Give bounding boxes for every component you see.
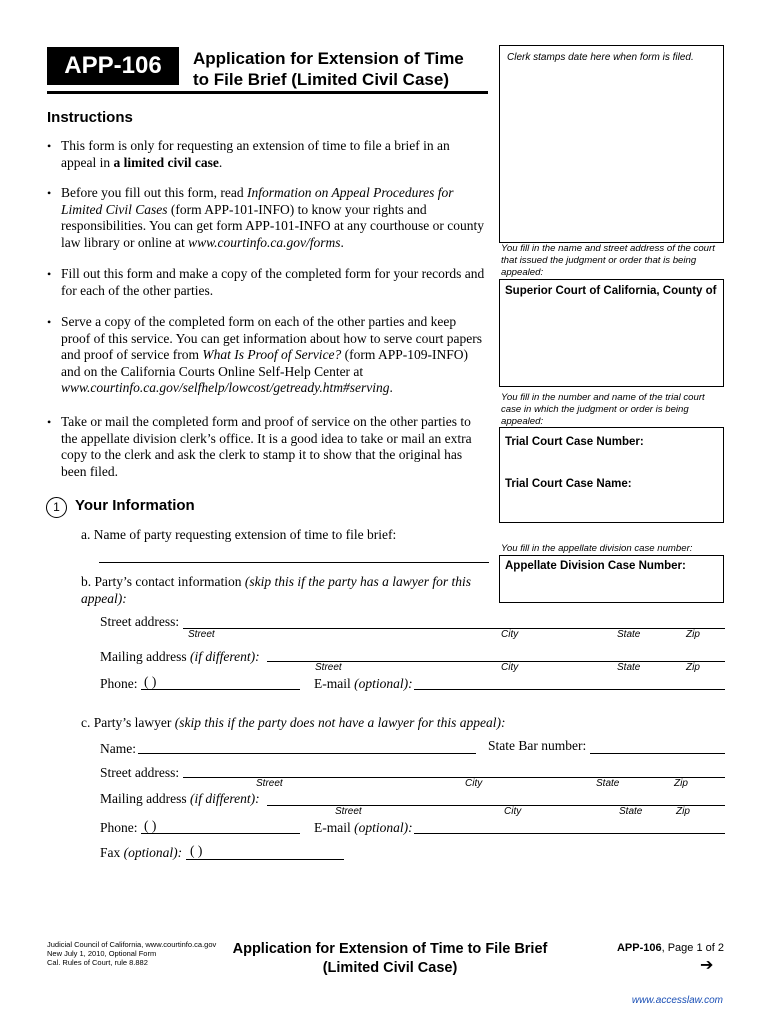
party-street-sub-zip: Zip — [686, 629, 700, 640]
bullet-dot-icon: • — [47, 267, 52, 281]
lawyer-name-line[interactable] — [138, 753, 476, 754]
bullet-dot-icon: • — [47, 415, 52, 429]
party-mailing-label: Mailing address (if different): — [100, 649, 260, 664]
party-email-line[interactable] — [414, 689, 725, 690]
party-contact-label: b. Party’s contact information (skip this if the party has a lawyer for this appeal): — [81, 574, 471, 606]
lawyer-street-sub-zip: Zip — [674, 778, 688, 789]
form-code-badge: APP-106 — [47, 47, 179, 85]
appellate-case-label: Appellate Division Case Number: — [505, 560, 686, 572]
party-street-sub-state: State — [617, 629, 641, 640]
party-mailing-sub-state: State — [617, 662, 641, 673]
watermark-link[interactable]: www.accesslaw.com — [631, 995, 723, 1006]
lawyer-phone-parens: ( ) — [144, 818, 157, 833]
party-mailing-sub-city: City — [501, 662, 519, 673]
lawyer-mailing-sub-city: City — [504, 806, 522, 817]
lawyer-email-label: E-mail (optional): — [314, 820, 413, 835]
lawyer-mailing-sub-street: Street — [335, 806, 362, 817]
lawyer-street-sub-state: State — [596, 778, 620, 789]
lawyer-street-sub-city: City — [465, 778, 483, 789]
appellate-case-hint: You fill in the appellate division case number: — [501, 543, 693, 554]
party-street-sub-street: Street — [188, 629, 215, 640]
party-name-label: a. Name of party requesting extension of time to file brief: — [81, 527, 397, 542]
bullet-dot-icon: • — [47, 139, 52, 153]
lawyer-mailing-sub-state: State — [619, 806, 643, 817]
lawyer-phone-line[interactable] — [141, 833, 300, 834]
lawyer-fax-line[interactable] — [186, 859, 344, 860]
form-title — [193, 48, 493, 90]
party-mailing-sub-zip: Zip — [686, 662, 700, 673]
section-number-circle: 1 — [46, 497, 67, 518]
lawyer-street-sub-street: Street — [256, 778, 283, 789]
lawyer-fax-parens: ( ) — [190, 843, 203, 858]
bullet-dot-icon: • — [47, 315, 52, 329]
party-phone-line[interactable] — [141, 689, 300, 690]
clerk-stamp-box — [499, 45, 724, 243]
court-field-box[interactable] — [499, 279, 724, 387]
party-street-sub-city: City — [501, 629, 519, 640]
form-title-line2: to File Brief (Limited Civil Case) — [193, 70, 449, 89]
state-bar-line[interactable] — [590, 753, 725, 754]
clerk-stamp-label: Clerk stamps date here when form is filed. — [507, 52, 694, 63]
header-rule — [47, 91, 488, 94]
party-email-label: E-mail (optional): — [314, 676, 413, 691]
next-page-arrow-icon[interactable]: ➔ — [700, 955, 714, 974]
party-street-label: Street address: — [100, 614, 180, 629]
footer-title: Application for Extension of Time to File Brief (Limited Civil Case) — [232, 941, 548, 976]
lawyer-fax-label: Fax (optional): — [100, 845, 183, 860]
form-title-line1: Application for Extension of Time — [193, 49, 464, 68]
instructions-heading: Instructions — [47, 109, 133, 126]
court-field-label: Superior Court of California, County of — [505, 285, 717, 297]
footer-page-info: APP-106, Page 1 of 2 — [616, 942, 724, 954]
lawyer-email-line[interactable] — [414, 833, 725, 834]
party-phone-label: Phone: — [100, 676, 138, 691]
trial-case-number-label: Trial Court Case Number: — [505, 436, 644, 448]
party-phone-parens: ( ) — [144, 674, 157, 689]
lawyer-mailing-sub-zip: Zip — [676, 806, 690, 817]
lawyer-section-label: c. Party’s lawyer (skip this if the party does not have a lawyer for this appeal): — [81, 715, 506, 730]
lawyer-mailing-label: Mailing address (if different): — [100, 791, 260, 806]
footer-citation: Judicial Council of California, www.courtinfo.ca.gov New July 1, 2010, Optional Form Cal. Rules of Court, rule 8.882 — [47, 940, 217, 967]
court-hint: You fill in the name and street address of the court that issued the judgment or order that is being appealed: — [501, 243, 715, 278]
trial-case-name-label: Trial Court Case Name: — [505, 478, 632, 490]
state-bar-label: State Bar number: — [488, 738, 587, 753]
lawyer-name-label: Name: — [100, 741, 136, 756]
party-mailing-sub-street: Street — [315, 662, 342, 673]
courtinfo-forms-link[interactable]: www.courtinfo.ca.gov/forms — [188, 234, 341, 250]
section-title: Your Information — [75, 497, 195, 514]
trial-case-box[interactable] — [499, 427, 724, 523]
lawyer-street-label: Street address: — [100, 765, 180, 780]
party-street-line[interactable] — [183, 628, 725, 629]
trial-case-hint: You fill in the number and name of the trial court case in which the judgment or order is being appealed: — [501, 392, 705, 427]
appellate-case-box[interactable] — [499, 555, 724, 603]
lawyer-phone-label: Phone: — [100, 820, 138, 835]
party-name-line[interactable] — [99, 562, 489, 563]
self-help-link[interactable]: www.courtinfo.ca.gov/selfhelp/lowcost/getready.htm#serving — [61, 380, 390, 395]
bullet-dot-icon: • — [47, 186, 52, 200]
